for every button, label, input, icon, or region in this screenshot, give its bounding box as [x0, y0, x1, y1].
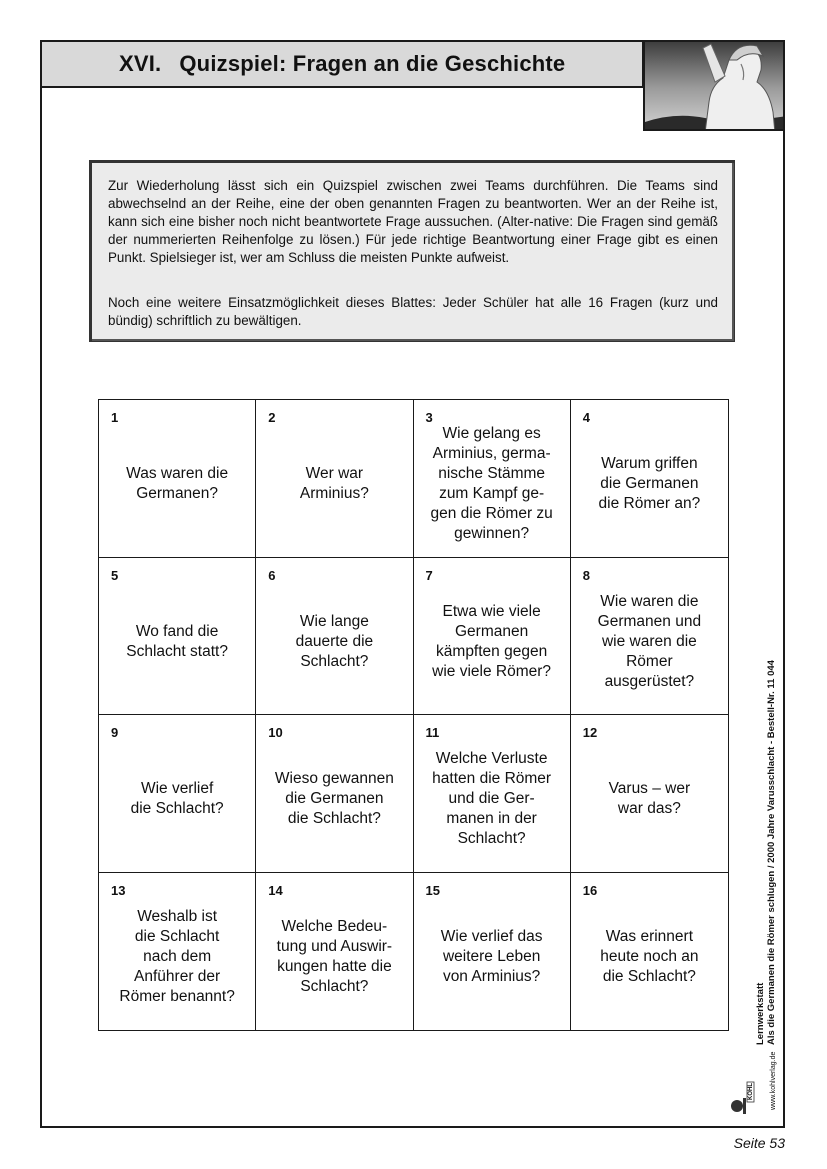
quiz-card-number: 11	[425, 725, 440, 740]
quiz-card-number: 9	[111, 725, 119, 740]
quiz-card-question: Wie lange dauerte die Schlacht?	[295, 612, 374, 670]
quiz-card-question: Warum griffen die Germanen die Römer an?	[598, 455, 701, 513]
quiz-card-number: 2	[268, 410, 276, 425]
sidebar-url: www.kohlverlag.de	[770, 1051, 777, 1110]
quiz-card	[571, 715, 728, 873]
quiz-card-question: Wie gelang es Arminius, germa- nische Stämme zum Kampf ge- gen die Römer zu gewinnen?	[430, 425, 553, 543]
quiz-card-question: Wie waren die Germanen und wie waren die Römer ausgerüstet?	[597, 592, 702, 690]
quiz-card-number: 13	[111, 882, 126, 898]
quiz-card-number: 10	[268, 725, 283, 740]
quiz-card-number: 3	[425, 410, 433, 425]
quiz-card	[256, 400, 413, 558]
chapter-title: Quizspiel: Fragen an die Geschichte	[179, 51, 566, 76]
quiz-card-question: Was erinnert heute noch an die Schlacht?	[600, 928, 699, 986]
quiz-card-question: Wo fand die Schlacht statt?	[126, 622, 228, 660]
quiz-card-number: 8	[582, 567, 590, 583]
quiz-card-number: 16	[582, 882, 598, 898]
quiz-card	[571, 558, 728, 716]
quiz-card	[99, 715, 256, 873]
roman-statue-photo	[643, 40, 785, 131]
statue-image	[645, 42, 785, 131]
quiz-card	[414, 873, 571, 1031]
quiz-card-question: Weshalb ist die Schlacht nach dem Anführer der Römer benannt?	[119, 908, 235, 1006]
quiz-card-number: 6	[268, 567, 276, 583]
kohl-logo	[729, 1052, 755, 1116]
quiz-card-number: 12	[582, 725, 598, 740]
quiz-card	[99, 400, 256, 558]
quiz-card-number: 7	[425, 567, 433, 583]
quiz-card-question: Etwa wie viele Germanen kämpften gegen wie viele Römer?	[432, 602, 552, 680]
quiz-card-question: Welche Bedeu- tung und Auswir- kungen hatte die Schlacht?	[276, 918, 393, 996]
page-title	[119, 51, 565, 77]
quiz-card-number: 14	[268, 882, 283, 898]
quiz-card	[414, 400, 571, 558]
chapter-number: XVI.	[119, 51, 162, 76]
quiz-card-number: 5	[111, 567, 119, 583]
quiz-card-question: Wer war Arminius?	[299, 465, 369, 503]
quiz-card	[571, 873, 728, 1031]
quiz-card-question: Welche Verluste hatten die Römer und die Ger- manen in der Schlacht?	[432, 750, 552, 848]
quiz-card	[256, 873, 413, 1031]
quiz-card	[256, 715, 413, 873]
quiz-card	[571, 400, 728, 558]
quiz-card-number: 15	[425, 882, 440, 898]
page-number: Seite 53	[733, 1135, 785, 1151]
kohl-logo-text: KOHL	[748, 1083, 754, 1100]
quiz-card-question: Wieso gewannen die Germanen die Schlacht?	[274, 770, 394, 828]
quiz-grid	[98, 399, 729, 1031]
instructions-paragraph-2: Noch eine weitere Einsatzmöglichkeit dieses Blattes: Jeder Schüler hat alle 16 Fragen (kurz und bündig) schriftlich zu bewältigen.	[108, 295, 718, 328]
sidebar-book-info: Als die Germanen die Römer schlugen / 2000 Jahre Varusschlacht - Bestell-Nr. 11 044	[766, 660, 777, 1045]
quiz-card-question: Wie verlief die Schlacht?	[130, 780, 224, 818]
quiz-card-question: Was waren die Germanen?	[126, 465, 229, 503]
quiz-card	[99, 873, 256, 1031]
quiz-card-question: Varus – wer war das?	[608, 780, 691, 818]
instructions-paragraph-1: Zur Wiederholung lässt sich ein Quizspiel zwischen zwei Teams durchführen. Die Teams sind abwechselnd an der Reihe, eine der oben genannten Fragen zu beantworten. Wer an der Reihe ist, kann sich eine bisher noch nicht beantwortete Frage aussuchen. (Alter-native: Die Fragen sind gemäß der nummerierten Reihenfolge zu lösen.) Für jede richtige Beantwortung einer Frage gibt es einen Punkt. Spielsieger ist, wer am Schluss die meisten Punkte aufweist.	[108, 178, 718, 265]
quiz-card	[414, 558, 571, 716]
quiz-card	[256, 558, 413, 716]
quiz-card-question: Wie verlief das weitere Leben von Arminius?	[440, 928, 543, 986]
quiz-card-number: 4	[582, 410, 590, 425]
sidebar-series-title: Lernwerkstatt	[755, 982, 766, 1045]
quiz-card	[414, 715, 571, 873]
quiz-card-number: 1	[111, 410, 119, 425]
quiz-card	[99, 558, 256, 716]
